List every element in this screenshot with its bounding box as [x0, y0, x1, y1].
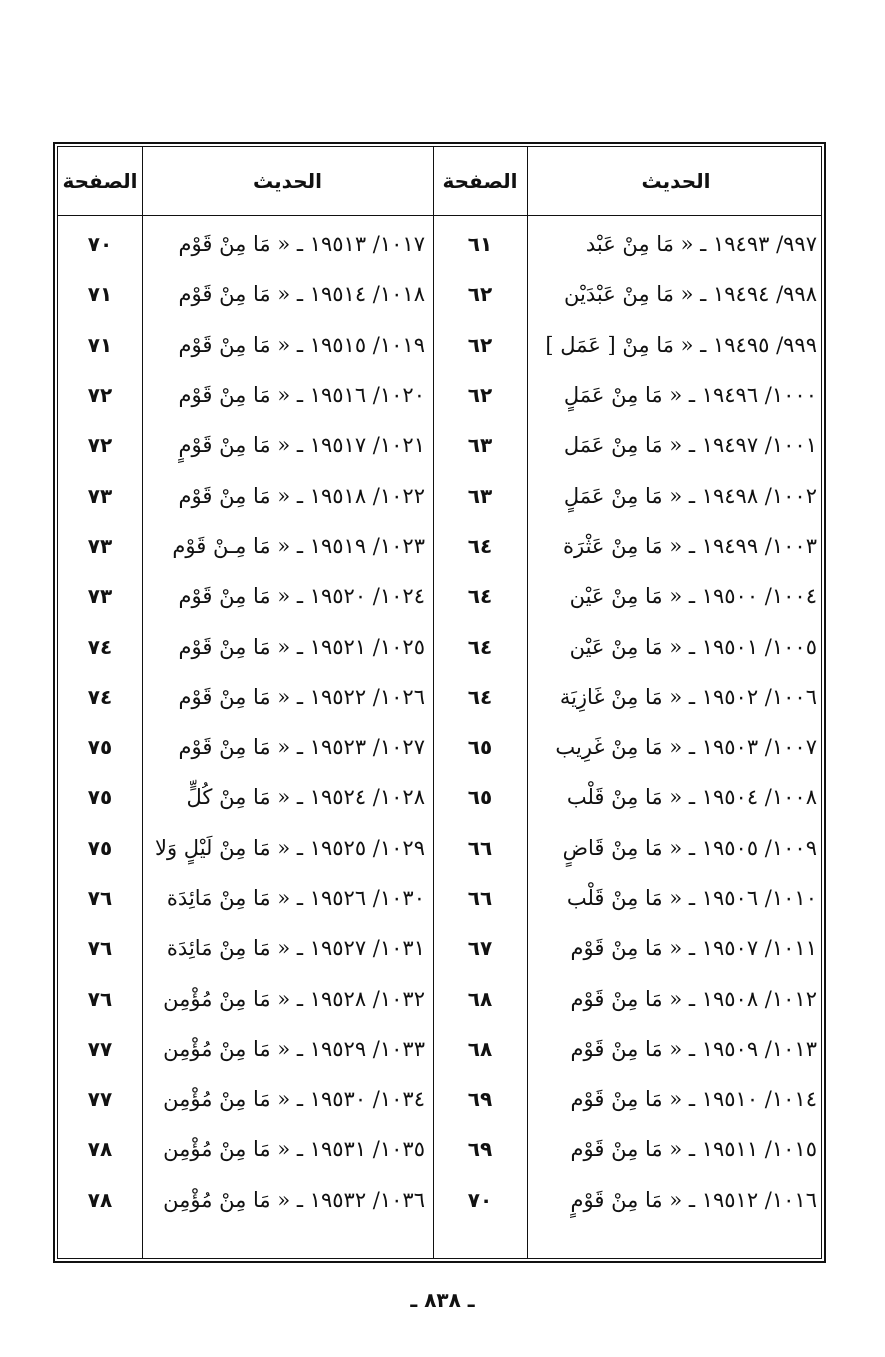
header-hadith-right: الحديث [641, 169, 711, 193]
hadith-entry: ١٠٠٩/ ١٩٥٠٥ ـ « مَا مِنْ قَاضٍ [562, 835, 817, 860]
page-number-cell: ٧٤ [87, 634, 113, 659]
page-number-cell: ٧١ [87, 332, 113, 357]
hadith-entry: ١٠٢٥/ ١٩٥٢١ ـ « مَا مِنْ قَوْم [178, 634, 425, 659]
hadith-entry: ١٠١١/ ١٩٥٠٧ ـ « مَا مِنْ قَوْم [570, 936, 817, 961]
page-number-cell: ٧٦ [87, 936, 113, 961]
page-number-cell: ٧٥ [87, 835, 113, 860]
hadith-entry: ١٠٠٦/ ١٩٥٠٢ ـ « مَا مِنْ غَازِيَة [559, 684, 817, 709]
hadith-entry: ١٠٠٠/ ١٩٤٩٦ ـ « مَا مِنْ عَمَلٍ [563, 383, 817, 408]
hadith-entry: ١٠١٨/ ١٩٥١٤ ـ « مَا مِنْ قَوْم [178, 282, 425, 307]
hadith-entry: ١٠١٤/ ١٩٥١٠ ـ « مَا مِنْ قَوْم [570, 1087, 817, 1112]
header-divider [58, 215, 821, 216]
page-number-cell: ٦٥ [467, 785, 493, 810]
page-number-cell: ٦٢ [467, 282, 493, 307]
page-number-cell: ٧٨ [87, 1137, 113, 1162]
page-number-cell: ٦٩ [467, 1137, 493, 1162]
hadith-entry: ١٠٣٥/ ١٩٥٣١ ـ « مَا مِنْ مُؤْمِن [163, 1137, 425, 1162]
header-hadith-left: الحديث [253, 169, 323, 193]
hadith-entry: ١٠٢٤/ ١٩٥٢٠ ـ « مَا مِنْ قَوْم [178, 584, 425, 609]
page-number-cell: ٦١ [467, 232, 493, 257]
hadith-entry: ١٠٢٠/ ١٩٥١٦ ـ « مَا مِنْ قَوْم [178, 383, 425, 408]
page-number-cell: ٧٠ [467, 1187, 493, 1212]
hadith-entry: ١٠٢١/ ١٩٥١٧ ـ « مَا مِنْ قَوْمٍ [178, 433, 425, 458]
header-page-right: الصفحة [442, 169, 518, 193]
page-number-cell: ٧٠ [87, 232, 113, 257]
right-page-column [433, 219, 527, 1225]
hadith-entry: ١٠٠٣/ ١٩٤٩٩ ـ « مَا مِنْ عَثْرَة [562, 533, 817, 558]
hadith-entry: ٩٩٨/ ١٩٤٩٤ ـ « مَا مِنْ عَبْدَيْن [564, 282, 817, 307]
hadith-entry: ١٠١٦/ ١٩٥١٢ ـ « مَا مِنْ قَوْمٍ [570, 1187, 817, 1212]
hadith-entry: ١٠٠٤/ ١٩٥٠٠ ـ « مَا مِنْ عَيْن [569, 584, 817, 609]
page-number-cell: ٧٦ [87, 886, 113, 910]
page-number-cell: ٦٤ [467, 533, 493, 558]
hadith-entry: ١٠١٧/ ١٩٥١٣ ـ « مَا مِنْ قَوْم [178, 232, 425, 257]
left-hadith-column [142, 219, 433, 1225]
page-number-cell: ٦٢ [467, 383, 493, 408]
hadith-entry: ١٠٠١/ ١٩٤٩٧ ـ « مَا مِنْ عَمَل [563, 433, 817, 458]
page-number-cell: ٦٧ [467, 936, 493, 961]
hadith-entry: ١٠٣٠/ ١٩٥٢٦ ـ « مَا مِنْ مَائِدَة [166, 886, 425, 910]
page-number-cell: ٧٣ [87, 584, 113, 609]
hadith-entry: ١٠١٠/ ١٩٥٠٦ ـ « مَا مِنْ قَلْب [566, 886, 817, 910]
hadith-entry: ١٠٢٨/ ١٩٥٢٤ ـ « مَا مِنْ كُلٍّ [186, 785, 425, 810]
hadith-entry: ١٠٢٢/ ١٩٥١٨ ـ « مَا مِنْ قَوْم [178, 483, 425, 508]
page-number-cell: ٦٢ [467, 332, 493, 357]
hadith-entry: ١٠٣٢/ ١٩٥٢٨ ـ « مَا مِنْ مُؤْمِن [163, 986, 425, 1011]
hadith-entry: ١٠٣٣/ ١٩٥٢٩ ـ « مَا مِنْ مُؤْمِن [163, 1036, 425, 1061]
right-hadith-column [527, 219, 825, 1225]
hadith-entry: ١٠١٢/ ١٩٥٠٨ ـ « مَا مِنْ قَوْم [570, 986, 817, 1011]
hadith-entry: ١٠٢٣/ ١٩٥١٩ ـ « مَا مِـنْ قَوْم [172, 533, 425, 558]
hadith-entry: ١٠١٣/ ١٩٥٠٩ ـ « مَا مِنْ قَوْم [570, 1036, 817, 1061]
page-number-cell: ٦٩ [467, 1087, 493, 1112]
page-number-cell: ٦٥ [467, 735, 493, 760]
page-number-cell: ٦٦ [467, 886, 493, 910]
page-number-cell: ٧٢ [87, 383, 113, 408]
hadith-entry: ١٠٠٢/ ١٩٤٩٨ ـ « مَا مِنْ عَمَلٍ [563, 483, 817, 508]
hadith-entry: ١٠٠٨/ ١٩٥٠٤ ـ « مَا مِنْ قَلْب [566, 785, 817, 810]
page-number-cell: ٦٣ [467, 433, 493, 458]
hadith-entry: ١٠٢٩/ ١٩٥٢٥ ـ « مَا مِنْ لَيْلٍ وَلا [155, 835, 425, 860]
page-number-cell: ٧٥ [87, 735, 113, 760]
page-number-cell: ٦٤ [467, 584, 493, 609]
page-number-cell: ٧٢ [87, 433, 113, 458]
page-number-cell: ٦٨ [467, 1036, 493, 1061]
page-number-cell: ٦٨ [467, 986, 493, 1011]
page-number-cell: ٧٣ [87, 533, 113, 558]
page-number-cell: ٦٦ [467, 835, 493, 860]
page-number-cell: ٧٤ [87, 684, 113, 709]
index-table [53, 142, 826, 1263]
hadith-entry: ١٠٣٦/ ١٩٥٣٢ ـ « مَا مِنْ مُؤْمِن [163, 1187, 425, 1212]
page-number: ـ ٨٣٨ ـ [410, 1288, 475, 1312]
page-number-cell: ٦٤ [467, 634, 493, 659]
hadith-entry: ٩٩٩/ ١٩٤٩٥ ـ « مَا مِنْ [ عَمَل ] [545, 332, 817, 357]
hadith-entry: ١٠٣٤/ ١٩٥٣٠ ـ « مَا مِنْ مُؤْمِن [163, 1087, 425, 1112]
hadith-entry: ١٠٠٥/ ١٩٥٠١ ـ « مَا مِنْ عَيْن [569, 634, 817, 659]
left-page-column [58, 219, 142, 1225]
page-number-cell: ٧٥ [87, 785, 113, 810]
hadith-entry: ١٠١٩/ ١٩٥١٥ ـ « مَا مِنْ قَوْم [178, 332, 425, 357]
page-number-cell: ٧١ [87, 282, 113, 307]
hadith-entry: ١٠٢٦/ ١٩٥٢٢ ـ « مَا مِنْ قَوْم [178, 684, 425, 709]
page-number-cell: ٧٧ [87, 1087, 113, 1112]
page-number-cell: ٧٧ [87, 1036, 113, 1061]
hadith-entry: ٩٩٧/ ١٩٤٩٣ ـ « مَا مِنْ عَبْد [585, 232, 817, 257]
page-number-cell: ٧٦ [87, 986, 113, 1011]
page-number-cell: ٧٨ [87, 1187, 113, 1212]
hadith-entry: ١٠٢٧/ ١٩٥٢٣ ـ « مَا مِنْ قَوْم [178, 735, 425, 760]
hadith-entry: ١٠١٥/ ١٩٥١١ ـ « مَا مِنْ قَوْم [570, 1137, 817, 1162]
page-number-cell: ٦٤ [467, 684, 493, 709]
page-number-cell: ٦٣ [467, 483, 493, 508]
index-table-inner [57, 146, 822, 1259]
hadith-entry: ١٠٣١/ ١٩٥٢٧ ـ « مَا مِنْ مَائِدَة [166, 936, 425, 961]
page-number-cell: ٧٣ [87, 483, 113, 508]
header-page-left: الصفحة [62, 169, 138, 193]
hadith-entry: ١٠٠٧/ ١٩٥٠٣ ـ « مَا مِنْ غَرِيب [555, 735, 817, 760]
